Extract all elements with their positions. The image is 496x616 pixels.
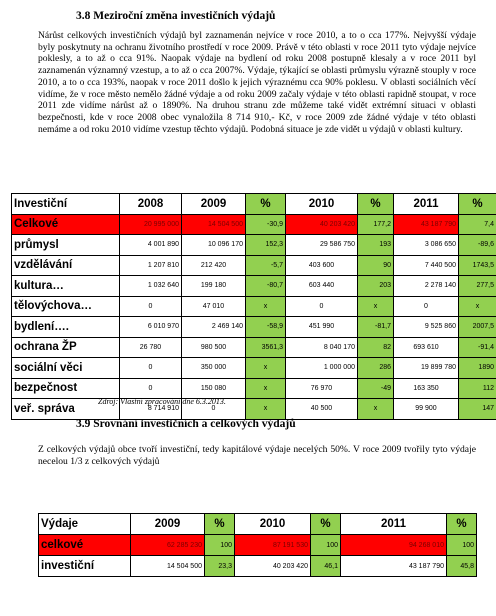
table-row <box>12 358 496 379</box>
percent-cell: 193 <box>358 235 394 256</box>
row-label-cell: celkové <box>39 535 131 556</box>
row-label-cell: kultura… <box>12 276 120 297</box>
value-cell: 19 899 780 <box>394 358 459 379</box>
row-label-cell: bydlení…. <box>12 317 120 338</box>
percent-cell: 277,5 <box>459 276 496 297</box>
percent-cell: -81,7 <box>358 317 394 338</box>
row-label-cell: bezpečnost <box>12 378 120 399</box>
value-cell: 40 203 420 <box>286 214 358 235</box>
percent-cell: 1890 <box>459 358 496 379</box>
value-cell: 0 <box>394 296 459 317</box>
value-cell: 451 990 <box>286 317 358 338</box>
percent-cell: 82 <box>358 337 394 358</box>
percent-cell: 1743,5 <box>459 255 496 276</box>
total-row <box>39 535 477 556</box>
header-label-cell: Výdaje <box>39 514 131 535</box>
value-cell: 3 086 650 <box>394 235 459 256</box>
value-cell: 47 010 <box>182 296 246 317</box>
value-cell: 199 180 <box>182 276 246 297</box>
percent-cell: -5,7 <box>246 255 286 276</box>
percent-cell: x <box>246 296 286 317</box>
value-cell: 10 096 170 <box>182 235 246 256</box>
row-label-cell: průmysl <box>12 235 120 256</box>
value-cell: 40 203 420 <box>235 556 311 577</box>
percent-cell: 3561,3 <box>246 337 286 358</box>
row-label-cell: Celkové <box>12 214 120 235</box>
header-label-cell: Investiční <box>12 194 120 215</box>
header-cell: 2010 <box>235 514 311 535</box>
comparison-table <box>38 513 477 577</box>
percent-cell: 100 <box>205 535 235 556</box>
value-cell: 62 285 230 <box>131 535 205 556</box>
table-row <box>12 317 496 338</box>
investment-table <box>11 193 496 420</box>
value-cell: 43 187 790 <box>341 556 447 577</box>
value-cell: 1 032 640 <box>120 276 182 297</box>
value-cell: 76 970 <box>286 378 358 399</box>
value-cell: 2 278 140 <box>394 276 459 297</box>
row-label-cell: tělovýchova… <box>12 296 120 317</box>
value-cell: 6 010 970 <box>120 317 182 338</box>
percent-cell: x <box>459 296 496 317</box>
percent-cell: 2007,5 <box>459 317 496 338</box>
value-cell: 403 600 <box>286 255 358 276</box>
header-cell: 2011 <box>394 194 459 215</box>
value-cell: 7 440 500 <box>394 255 459 276</box>
value-cell: 1 207 810 <box>120 255 182 276</box>
percent-cell: -30,9 <box>246 214 286 235</box>
row-label-cell: ochrana ŽP <box>12 337 120 358</box>
header-cell: % <box>358 194 394 215</box>
percent-cell: 7,4 <box>459 214 496 235</box>
table-row <box>12 337 496 358</box>
value-cell: 1 000 000 <box>286 358 358 379</box>
value-cell: 14 504 500 <box>182 214 246 235</box>
header-row <box>12 194 496 215</box>
header-cell: % <box>311 514 341 535</box>
value-cell: 43 187 790 <box>394 214 459 235</box>
table-row <box>12 235 496 256</box>
value-cell: 0 <box>120 358 182 379</box>
percent-cell: 147 <box>459 399 496 420</box>
source-note: Zdroj: Vlastní zpracování dne 6.3.2013. <box>98 397 226 406</box>
header-cell: % <box>447 514 477 535</box>
header-cell: 2011 <box>341 514 447 535</box>
header-cell: 2009 <box>182 194 246 215</box>
percent-cell: x <box>358 399 394 420</box>
value-cell: 26 780 <box>120 337 182 358</box>
section-heading-3-8: 3.8 Meziroční změna investičních výdajů <box>76 10 276 22</box>
value-cell: 0 <box>120 296 182 317</box>
header-row <box>39 514 477 535</box>
value-cell: 20 995 000 <box>120 214 182 235</box>
header-cell: % <box>246 194 286 215</box>
value-cell: 8 714 910 <box>120 399 182 420</box>
percent-cell: x <box>246 399 286 420</box>
value-cell: 693 610 <box>394 337 459 358</box>
section-3-9-paragraph: Z celkových výdajů obce tvoří investiční, tedy kapitálové výdaje necelých 50%. V roce 2009 tvořily tyto výdaje necelou 1/3 z celkových výdajů <box>38 444 476 467</box>
percent-cell: 45,8 <box>447 556 477 577</box>
percent-cell: 152,3 <box>246 235 286 256</box>
percent-cell: -49 <box>358 378 394 399</box>
percent-cell: 286 <box>358 358 394 379</box>
value-cell: 0 <box>286 296 358 317</box>
percent-cell: -89,6 <box>459 235 496 256</box>
table-row <box>12 378 496 399</box>
value-cell: 163 350 <box>394 378 459 399</box>
percent-cell: -58,9 <box>246 317 286 338</box>
row-label-cell: vzdělávání <box>12 255 120 276</box>
table-row <box>12 296 496 317</box>
percent-cell: 112 <box>459 378 496 399</box>
percent-cell: -80,7 <box>246 276 286 297</box>
section-3-8-paragraph: Nárůst celkových investičních výdajů byl zaznamenán nejvíce v roce 2010, a to o cca 177%. Nejvyšší výdaje byly poskytnuty na ochranu životního prostředí v roce 2009. Právě v této oblasti v roce 2011 tyto výdaje nejvíce poklesly, a to až o cca 91%. Naopak výdaje na bydlení od roku 2008 postupně klesaly a v roce 2011 byl zaznamenán významný vzestup, a to až o cca 2007%. Výdaje, týkající se oblasti průmyslu výrazně stouply v roce 2010, a to o cca 193%, naopak v roce 2011 došlo k jejich výraznému cca 90% poklesu. V oblasti sociálních věcí vidíme, že v roce město nemělo žádné výdaje a od roku 2009 začaly výdaje v této oblasti rapidně stoupat, v roce 2011 zde vidíme nárůst až o 1890%. Na druhou stranu zde můžeme také vidět extrémní situaci v oblasti bezpečnosti, kde v roce 2008 obec vynaložila 8 714 910,- Kč, v roce 2009 zde žádné výdaje v této oblasti nemáme a od roku 2010 vidíme vzestup těchto výdajů. Podobná situace je zde vidět u výdajů v oblasti kultury. <box>38 30 476 135</box>
header-cell: % <box>205 514 235 535</box>
row-label-cell: investiční <box>39 556 131 577</box>
value-cell: 0 <box>182 399 246 420</box>
percent-cell: x <box>246 378 286 399</box>
row-label-cell: sociální věci <box>12 358 120 379</box>
total-row <box>12 214 496 235</box>
table-row <box>12 399 496 420</box>
row-label-cell: veř. správa <box>12 399 120 420</box>
percent-cell: 100 <box>447 535 477 556</box>
value-cell: 2 469 140 <box>182 317 246 338</box>
percent-cell: 177,2 <box>358 214 394 235</box>
value-cell: 150 080 <box>182 378 246 399</box>
header-cell: 2008 <box>120 194 182 215</box>
value-cell: 212 420 <box>182 255 246 276</box>
value-cell: 0 <box>120 378 182 399</box>
percent-cell: 90 <box>358 255 394 276</box>
value-cell: 14 504 500 <box>131 556 205 577</box>
value-cell: 29 586 750 <box>286 235 358 256</box>
percent-cell: 23,3 <box>205 556 235 577</box>
value-cell: 87 191 530 <box>235 535 311 556</box>
header-cell: 2009 <box>131 514 205 535</box>
value-cell: 980 500 <box>182 337 246 358</box>
percent-cell: 203 <box>358 276 394 297</box>
percent-cell: x <box>358 296 394 317</box>
table-row <box>12 276 496 297</box>
percent-cell: -91,4 <box>459 337 496 358</box>
table-row <box>12 255 496 276</box>
value-cell: 4 001 890 <box>120 235 182 256</box>
value-cell: 350 000 <box>182 358 246 379</box>
percent-cell: 46,1 <box>311 556 341 577</box>
percent-cell: 100 <box>311 535 341 556</box>
header-cell: % <box>459 194 496 215</box>
header-cell: 2010 <box>286 194 358 215</box>
section-heading-3-9: 3.9 Srovnání investičních a celkových výdajů <box>76 418 296 430</box>
value-cell: 99 900 <box>394 399 459 420</box>
value-cell: 9 525 860 <box>394 317 459 338</box>
percent-cell: x <box>246 358 286 379</box>
value-cell: 8 040 170 <box>286 337 358 358</box>
value-cell: 94 268 010 <box>341 535 447 556</box>
table-row <box>39 556 477 577</box>
value-cell: 603 440 <box>286 276 358 297</box>
value-cell: 40 500 <box>286 399 358 420</box>
